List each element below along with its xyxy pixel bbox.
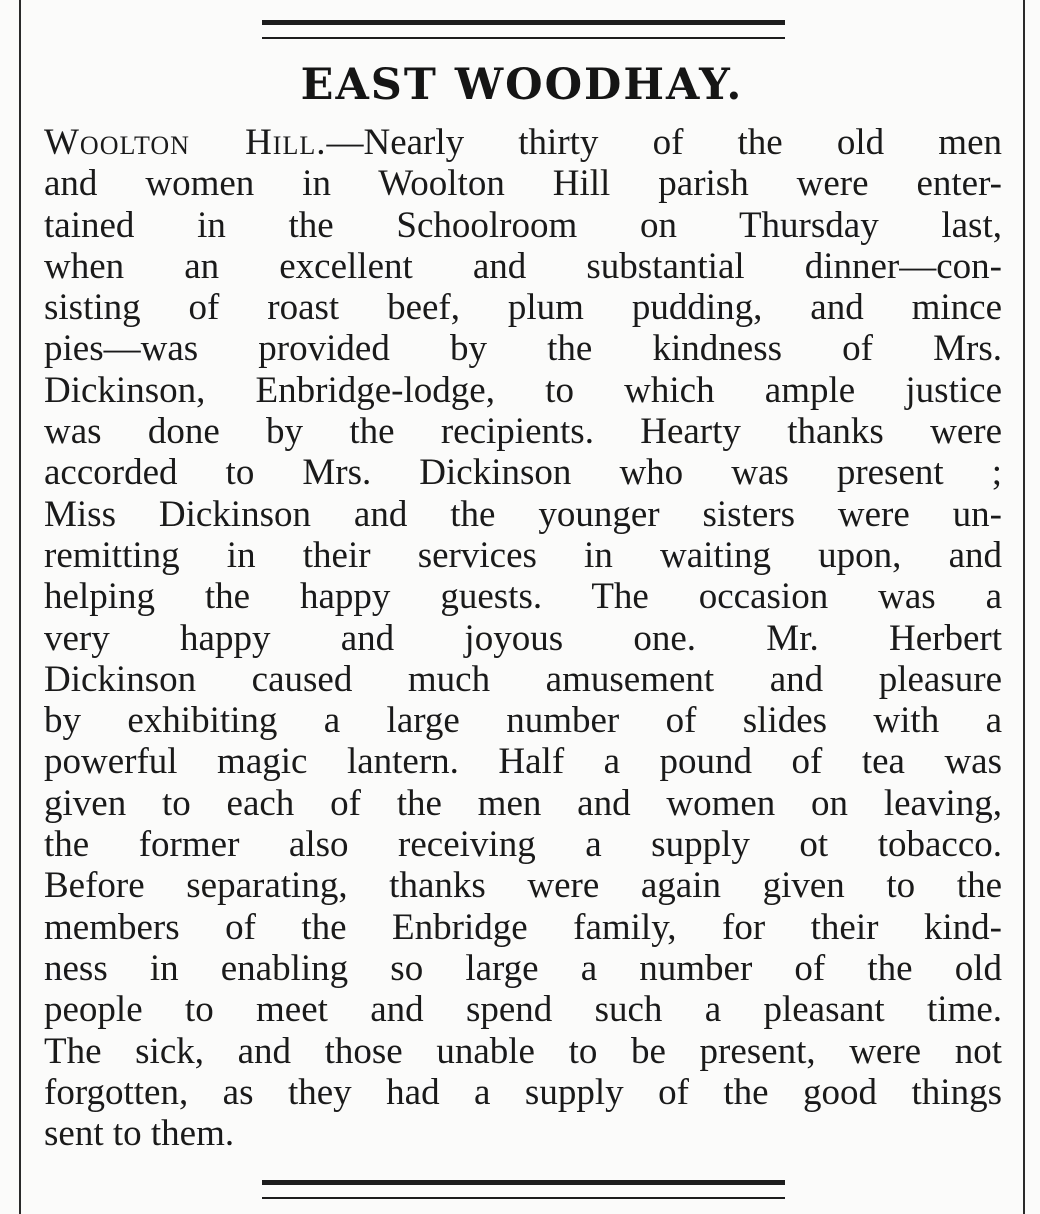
article-line: sisting of roast beef, plum pudding, and mince bbox=[44, 287, 1002, 329]
article-line: members of the Enbridge family, for their kind- bbox=[44, 906, 1002, 948]
article-line: and women in Woolton Hill parish were enter- bbox=[44, 163, 1002, 205]
article-line: remitting in their services in waiting upon, and bbox=[44, 534, 1002, 576]
article-line: by exhibiting a large number of slides with a bbox=[44, 700, 1002, 742]
column-rule-right bbox=[1023, 0, 1025, 1214]
article-line: when an excellent and substantial dinner—con- bbox=[44, 245, 1002, 287]
article-line: sent to them. bbox=[44, 1113, 235, 1155]
article-line: the former also receiving a supply ot tobacco. bbox=[44, 824, 1002, 866]
article-line: accorded to Mrs. Dickinson who was present ; bbox=[44, 452, 1002, 494]
article-line: Dickinson caused much amusement and pleasure bbox=[44, 658, 1002, 700]
bottom-rule-thick bbox=[262, 1180, 785, 1185]
bottom-rule-thin bbox=[262, 1197, 785, 1199]
top-rule-thin bbox=[262, 37, 785, 39]
article-line: powerful magic lantern. Half a pound of tea was bbox=[44, 741, 1002, 783]
article-line: given to each of the men and women on leaving, bbox=[44, 782, 1002, 824]
article-line: Before separating, thanks were again given to the bbox=[44, 865, 1002, 907]
article-line bbox=[44, 122, 1002, 163]
top-rule-thick bbox=[262, 20, 785, 25]
article-line: was done by the recipients. Hearty thanks were bbox=[44, 411, 1002, 453]
dateline: Woolton Hill. bbox=[44, 122, 327, 163]
article-line: The sick, and those unable to be present, were not bbox=[44, 1030, 1002, 1072]
article-line: ness in enabling so large a number of the old bbox=[44, 947, 1002, 989]
article-body bbox=[44, 122, 1002, 1154]
article-line: forgotten, as they had a supply of the good things bbox=[44, 1071, 1002, 1113]
article-line: Dickinson, Enbridge-lodge, to which ample justice bbox=[44, 369, 1002, 411]
article-line: very happy and joyous one. Mr. Herbert bbox=[44, 617, 1002, 659]
article-line: helping the happy guests. The occasion was a bbox=[44, 576, 1002, 618]
column-rule-left bbox=[19, 0, 21, 1214]
headline: EAST WOODHAY. bbox=[300, 60, 744, 110]
article-line: pies—was provided by the kindness of Mrs. bbox=[44, 328, 1002, 370]
article-line: Miss Dickinson and the younger sisters were un- bbox=[44, 493, 1002, 535]
article-line: tained in the Schoolroom on Thursday last, bbox=[44, 204, 1002, 246]
article-line: people to meet and spend such a pleasant time. bbox=[44, 989, 1002, 1031]
article-line-text: —Nearly thirty of the old men bbox=[326, 122, 1002, 163]
